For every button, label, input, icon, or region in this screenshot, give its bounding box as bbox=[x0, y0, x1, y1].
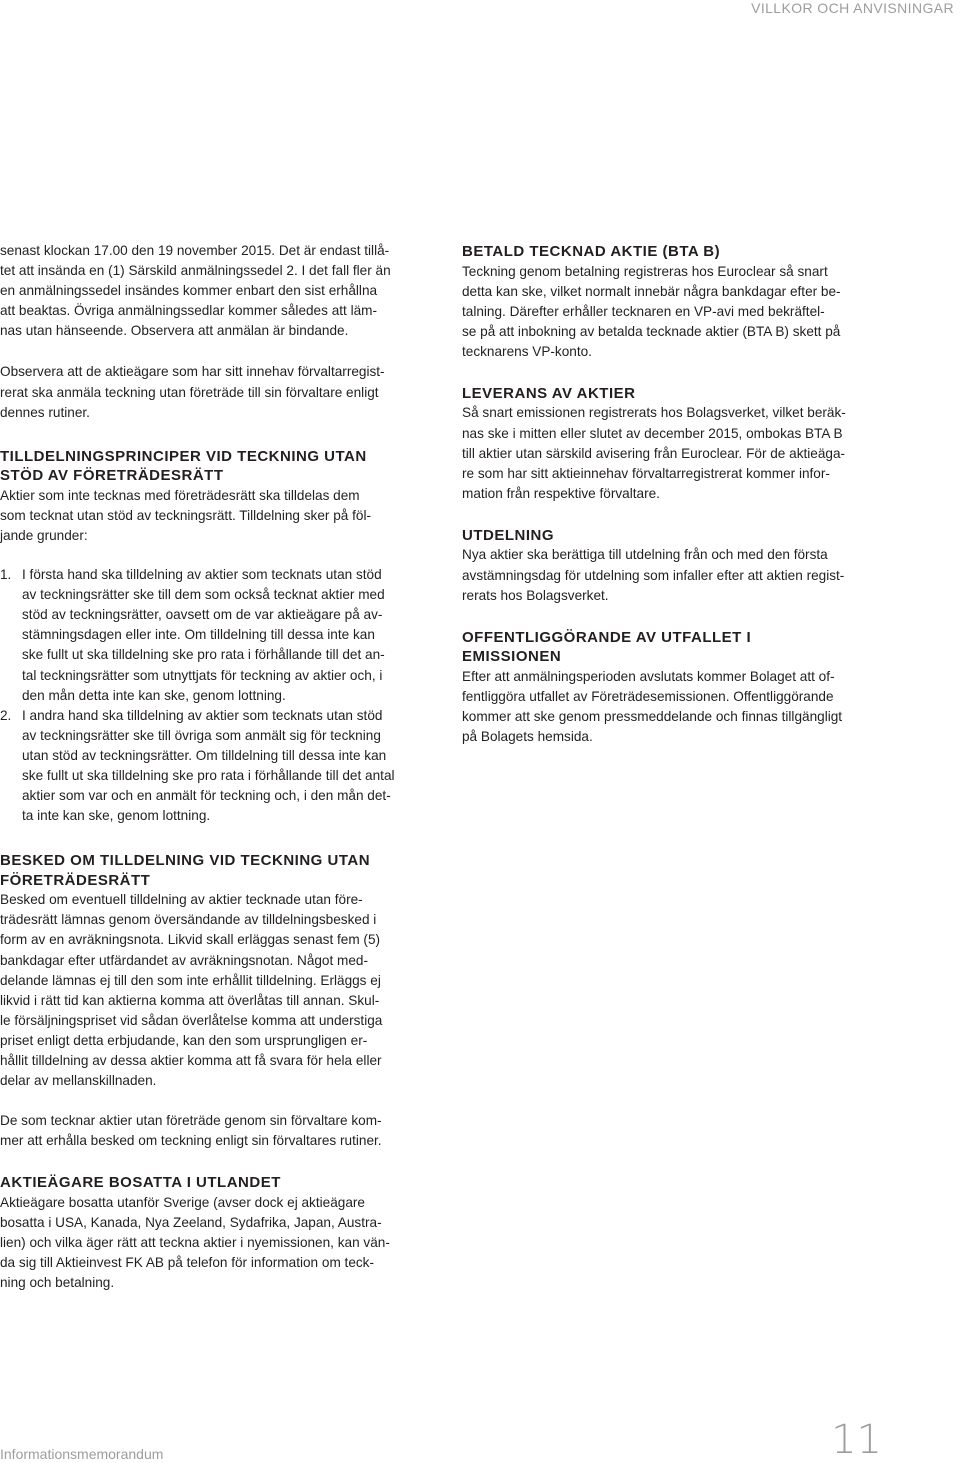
text-line: ske fullt ut ska tilldelning ske pro rata i förhållande till det an- bbox=[22, 647, 385, 663]
left-column bbox=[0, 241, 424, 1293]
allocation-principles-body bbox=[0, 486, 424, 546]
text-line: talning. Därefter erhåller tecknaren en VP-avi med bekräftel- bbox=[462, 303, 825, 319]
foreign-shareholders-body bbox=[0, 1193, 424, 1293]
list-item bbox=[0, 565, 424, 706]
text-line: tal teckningsrätter som utnyttjats för teckning av aktier och, i bbox=[22, 667, 383, 683]
dividend-heading: UTDELNING bbox=[462, 526, 554, 544]
text-line: I första hand ska tilldelning av aktier som tecknats utan stöd bbox=[22, 567, 382, 583]
text-line: fentliggöra utfallet av Företrädesemissionen. Offentliggörande bbox=[462, 688, 834, 704]
list-number: 1. bbox=[0, 567, 12, 583]
text-line: en anmälningssedel insändes kommer enbart den sist erhållna bbox=[0, 283, 378, 299]
text-line: till aktier utan särskild avisering från Euroclear. För de aktieäga- bbox=[462, 445, 846, 461]
text-line: se på att inbokning av betalda tecknade aktier (BTA B) skett på bbox=[462, 323, 841, 339]
text-line: mation från respektive förvaltare. bbox=[462, 485, 660, 501]
allocation-notice-heading bbox=[0, 851, 424, 890]
heading-line: TILLDELNINGSPRINCIPER VID TECKNING UTAN bbox=[0, 447, 367, 465]
text-line: Efter att anmälningsperioden avslutats kommer Bolaget att of- bbox=[462, 668, 835, 684]
text-line: delande lämnas ej till den som inte erhållit tilldelning. Erläggs ej bbox=[0, 972, 381, 988]
heading-line: OFFENTLIGGÖRANDE AV UTFALLET I bbox=[462, 628, 752, 646]
text-line: bankdagar efter utfärdandet av avräkningsnotan. Något med- bbox=[0, 952, 369, 968]
delivery-body bbox=[462, 403, 902, 503]
text-line: Aktier som inte tecknas med företrädesrätt ska tilldelas dem bbox=[0, 487, 360, 503]
text-line: ta inte kan ske, genom lottning. bbox=[22, 808, 211, 824]
text-line: rerats hos Bolagsverket. bbox=[462, 587, 609, 603]
text-line: Aktieägare bosatta utanför Sverige (avser dock ej aktieägare bbox=[0, 1194, 365, 1210]
text-line: form av en avräkningsnota. Likvid skall erläggas senast fem (5) bbox=[0, 932, 381, 948]
text-line: tet att insända en (1) Särskild anmälningssedel 2. I det fall fler än bbox=[0, 263, 391, 279]
bta-heading: BETALD TECKNAD AKTIE (BTA B) bbox=[462, 243, 721, 260]
nominee-notice-paragraph bbox=[0, 1111, 424, 1151]
text-line: Nya aktier ska berättiga till utdelning från och med den första bbox=[462, 547, 828, 563]
dividend-body bbox=[462, 545, 902, 605]
right-column bbox=[462, 242, 902, 747]
text-line: detta kan ske, vilket normalt innebär några bankdagar efter be- bbox=[462, 283, 841, 299]
text-line: på Bolagets hemsida. bbox=[462, 729, 593, 744]
text-line: delar av mellanskillnaden. bbox=[0, 1073, 157, 1089]
text-line: nas utan hänseende. Observera att anmälan är bindande. bbox=[0, 323, 349, 339]
text-line: den mån detta inte kan ske, genom lottning. bbox=[22, 687, 286, 703]
list-item bbox=[0, 706, 424, 827]
page-number: 11 bbox=[831, 1417, 882, 1463]
text-line: aktier som var och en anmält för teckning och, i den mån det- bbox=[22, 788, 391, 804]
text-line: le försäljningspriset vid sådan överlåtelse komma att understiga bbox=[0, 1012, 383, 1028]
text-line: De som tecknar aktier utan företräde genom sin förvaltare kom- bbox=[0, 1113, 382, 1129]
text-line: lien) och vilka äger rätt att teckna aktier i nyemissionen, kan vän- bbox=[0, 1235, 390, 1251]
text-line: jande grunder: bbox=[0, 527, 88, 543]
running-header: VILLKOR OCH ANVISNINGAR bbox=[751, 0, 954, 16]
allocation-list bbox=[0, 565, 424, 826]
text-line: re som har sitt aktieinnehav förvaltarregistrerat kommer infor- bbox=[462, 465, 830, 481]
text-line: avstämningsdag för utdelning som infaller efter att aktien regist- bbox=[462, 567, 845, 583]
text-line: stöd av teckningsrätter, oavsett om de var aktieägare på av- bbox=[22, 607, 383, 623]
text-line: priset enligt detta erbjudande, kan den som ursprungligen er- bbox=[0, 1032, 368, 1048]
heading-line: BESKED OM TILLDELNING VID TECKNING UTAN bbox=[0, 852, 371, 870]
text-line: att beaktas. Övriga anmälningssedlar kommer således att läm- bbox=[0, 303, 378, 319]
text-line: av teckningsrätter ske till övriga som anmält sig för teckning bbox=[22, 727, 381, 743]
heading-line: EMISSIONEN bbox=[462, 648, 562, 666]
text-line: nas ske i mitten eller slutet av december 2015, ombokas BTA B bbox=[462, 425, 843, 441]
text-line: likvid i rätt tid kan aktierna komma att överlåtas till annan. Skul- bbox=[0, 992, 380, 1008]
text-line: Observera att de aktieägare som har sitt innehav förvaltarregist- bbox=[0, 364, 385, 380]
allocation-notice-body bbox=[0, 890, 424, 1091]
list-number: 2. bbox=[0, 707, 12, 723]
text-line: Så snart emissionen registrerats hos Bolagsverket, vilket beräk- bbox=[462, 405, 846, 421]
bta-body bbox=[462, 262, 902, 362]
text-line: som tecknat utan stöd av teckningsrätt. Tilldelning sker på föl- bbox=[0, 507, 371, 523]
text-line: utan stöd av teckningsrätter. Om tilldelning till dessa inte kan bbox=[22, 747, 387, 763]
text-line: I andra hand ska tilldelning av aktier som tecknats utan stöd bbox=[22, 707, 383, 723]
allocation-principles-heading bbox=[0, 447, 424, 486]
text-line: rerat ska anmäla teckning utan företräde till sin förvaltare enligt bbox=[0, 384, 379, 400]
text-line: mer att erhålla besked om teckning enligt sin förvaltares rutiner. bbox=[0, 1133, 382, 1149]
text-line: da sig till Aktieinvest FK AB på telefon för information om teck- bbox=[0, 1255, 374, 1271]
text-line: ning och betalning. bbox=[0, 1275, 115, 1291]
publication-heading bbox=[462, 628, 902, 667]
text-line: Teckning genom betalning registreras hos Euroclear så snart bbox=[462, 263, 828, 279]
heading-line: FÖRETRÄDESRÄTT bbox=[0, 871, 151, 889]
text-line: senast klockan 17.00 den 19 november 2015. Det är endast tillå- bbox=[0, 243, 390, 258]
text-line: av teckningsrätter ske till dem som också tecknat aktier med bbox=[22, 587, 385, 603]
delivery-heading: LEVERANS AV AKTIER bbox=[462, 384, 636, 402]
foreign-shareholders-heading: AKTIEÄGARE BOSATTA I UTLANDET bbox=[0, 1174, 281, 1192]
text-line: dennes rutiner. bbox=[0, 404, 90, 420]
footer-document-name: Informationsmemorandum bbox=[0, 1446, 164, 1462]
publication-body bbox=[462, 667, 902, 747]
text-line: hållit tilldelning av dessa aktier komma att få svara för hela eller bbox=[0, 1053, 382, 1068]
text-line: ske fullt ut ska tilldelning ske pro rata i förhållande till det antal bbox=[22, 767, 395, 783]
text-line: tecknarens VP-konto. bbox=[462, 343, 592, 359]
text-line: trädesrätt lämnas genom översändande av tilldelningsbesked i bbox=[0, 912, 377, 928]
intro-paragraph bbox=[0, 241, 424, 341]
text-line: stämningsdagen eller inte. Om tilldelning till dessa inte kan bbox=[22, 627, 375, 643]
text-line: Besked om eventuell tilldelning av aktier tecknade utan före- bbox=[0, 892, 363, 908]
nominee-note-paragraph bbox=[0, 362, 424, 422]
text-line: bosatta i USA, Kanada, Nya Zeeland, Sydafrika, Japan, Austra- bbox=[0, 1214, 382, 1230]
text-line: kommer att ske genom pressmeddelande och finnas tillgängligt bbox=[462, 708, 843, 724]
heading-line: STÖD AV FÖRETRÄDESRÄTT bbox=[0, 467, 224, 485]
